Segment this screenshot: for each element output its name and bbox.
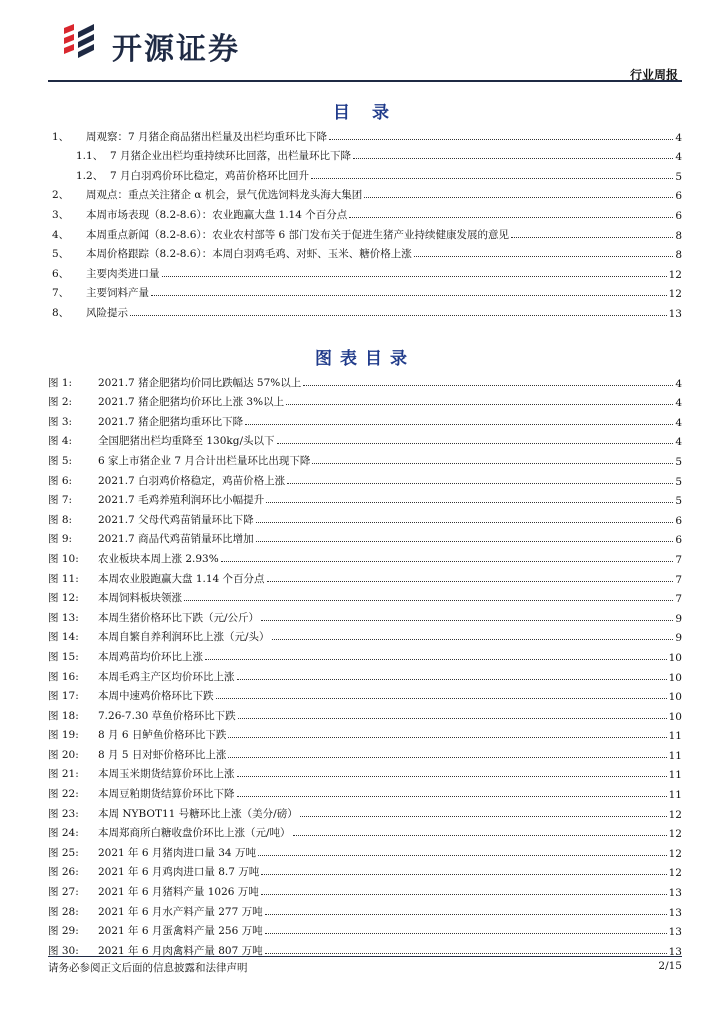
dot-leader [265,933,667,934]
page-header [48,14,682,80]
figure-title: 2021.7 猪企肥猪均价环比上涨 3%以上 [98,396,285,409]
figure-page-number: 11 [668,730,682,743]
figure-number: 图 19: [48,729,79,742]
dot-leader [272,639,674,640]
figure-title: 本周豆粕期货结算价环比下降 [98,788,235,801]
toc-title: 周观点：重点关注猪企 α 机会，景气优选饲料龙头海大集团 [86,189,363,202]
toc-entry[interactable] [48,183,682,203]
footer-divider [48,956,682,957]
figure-page-number: 7 [675,553,682,566]
dot-leader [311,178,673,179]
figure-entry[interactable] [48,723,682,743]
toc-title: 风险提示 [86,306,128,319]
figure-entry[interactable] [48,860,682,880]
dot-leader [265,953,667,954]
toc-number: 1.2、 [76,169,104,182]
dot-leader [261,620,673,621]
figure-title: 本周农业股跑赢大盘 1.14 个百分点 [98,572,265,585]
figure-title: 全国肥猪出栏均重降至 130kg/头以下 [98,435,275,448]
figure-number: 图 22: [48,788,79,801]
toc-entry[interactable] [48,124,682,144]
toc-title: 7 月猪企业出栏均重持续环比回落，出栏量环比下降 [110,150,352,163]
figure-title: 2021.7 父母代鸡苗销量环比下降 [98,513,254,526]
dot-leader [300,816,667,817]
figure-entry[interactable] [48,938,682,958]
toc-entry[interactable] [48,300,682,320]
figure-number: 图 23: [48,807,79,820]
figure-entry[interactable] [48,546,682,566]
dot-leader [349,217,673,218]
report-type-label: 行业周报 [629,68,678,82]
toc-page-number: 12 [668,268,682,281]
dot-leader [228,737,666,738]
toc-number: 6、 [52,267,70,280]
figure-number: 图 13: [48,611,79,624]
figure-entry[interactable] [48,488,682,508]
dot-leader [237,679,667,680]
figure-title: 2021 年 6 月蛋禽料产量 256 万吨 [98,925,263,938]
dot-leader [162,276,667,277]
toc-title: 主要肉类进口量 [86,267,160,280]
dot-leader [258,855,667,856]
figure-title: 2021.7 白羽鸡价格稳定，鸡苗价格上涨 [98,474,286,487]
figures-heading: 图表目录 [315,349,415,369]
figure-number: 图 29: [48,925,79,938]
figure-entry[interactable] [48,703,682,723]
dot-leader [237,796,667,797]
figure-page-number: 10 [668,671,682,684]
dot-leader [256,522,674,523]
figure-page-number: 12 [668,808,682,821]
figure-entry[interactable] [48,742,682,762]
figure-number: 图 5: [48,454,73,467]
toc-title: 本周价格跟踪（8.2-8.6）：本周白羽鸡毛鸡、对虾、玉米、糖价格上涨 [86,248,412,261]
dot-leader [237,776,667,777]
header-divider [48,80,682,82]
dot-leader [245,424,673,425]
dot-leader [151,295,667,296]
figure-title: 2021 年 6 月水产料产量 277 万吨 [98,905,263,918]
figure-page-number: 5 [675,455,682,468]
figure-number: 图 8: [48,513,73,526]
figure-entry[interactable] [48,919,682,939]
figure-number: 图 20: [48,748,79,761]
figure-page-number: 11 [668,789,682,802]
figure-page-number: 4 [675,397,682,410]
figure-entry[interactable] [48,801,682,821]
toc-entry[interactable] [48,242,682,262]
figure-number: 图 12: [48,592,79,605]
figure-title: 本周玉米期货结算价环比上涨 [98,768,235,781]
figure-title: 2021.7 商品代鸡苗销量环比增加 [98,533,254,546]
figure-page-number: 7 [675,593,682,606]
dot-leader [364,197,673,198]
figure-title: 8 月 5 日对虾价格环比上涨 [98,748,227,761]
figure-title: 本周毛鸡主产区均价环比上涨 [98,670,235,683]
figure-page-number: 12 [668,867,682,880]
figure-page-number: 6 [675,534,682,547]
figure-page-number: 10 [668,651,682,664]
figure-title: 7.26-7.30 草鱼价格环比下跌 [98,709,236,722]
toc-page-number: 4 [675,131,682,144]
kaiyuan-logo-icon [60,20,104,60]
figure-page-number: 4 [675,377,682,390]
dot-leader [511,237,673,238]
figure-entry[interactable] [48,507,682,527]
figure-entry[interactable] [48,840,682,860]
toc-title: 主要饲料产量 [86,287,149,300]
figure-number: 图 30: [48,944,79,957]
figure-title: 2021 年 6 月肉禽料产量 807 万吨 [98,944,263,957]
figure-page-number: 10 [668,710,682,723]
figure-number: 图 17: [48,690,79,703]
figure-page-number: 11 [668,769,682,782]
dot-leader [303,385,673,386]
figure-title: 2021 年 6 月猪料产量 1026 万吨 [98,886,259,899]
figure-page-number: 13 [668,926,682,939]
figure-number: 图 27: [48,886,79,899]
figure-title: 2021 年 6 月鸡肉进口量 8.7 万吨 [98,866,260,879]
page-number: 2/15 [658,960,682,972]
figure-title: 本周生猪价格环比下跌（元/公斤） [98,611,260,624]
figure-entry[interactable] [48,664,682,684]
figure-title: 本周鸡苗均价环比上涨 [98,650,203,663]
figure-number: 图 24: [48,827,79,840]
toc-page-number: 4 [675,151,682,164]
brand-name: 开源证券 [112,32,240,67]
table-of-contents [48,124,682,320]
toc-title: 7 月白羽鸡价环比稳定，鸡苗价格环比回升 [110,169,310,182]
dot-leader [414,256,674,257]
figure-number: 图 10: [48,552,79,565]
toc-number: 7、 [52,287,70,300]
toc-entry[interactable] [48,163,682,183]
dot-leader [277,443,674,444]
figure-number: 图 11: [48,572,79,585]
figure-number: 图 18: [48,709,79,722]
toc-page-number: 6 [675,190,682,203]
toc-heading: 目 录 [333,103,397,123]
figure-entry[interactable] [48,625,682,645]
figure-title: 农业板块本周上涨 2.93% [98,552,219,565]
figure-title: 2021.7 毛鸡养殖利润环比小幅提升 [98,494,265,507]
dot-leader [286,404,673,405]
figure-number: 图 4: [48,435,73,448]
footer-disclaimer: 请务必参阅正文后面的信息披露和法律声明 [48,962,248,974]
figure-page-number: 4 [675,416,682,429]
figure-page-number: 4 [675,436,682,449]
toc-entry[interactable] [48,222,682,242]
figure-number: 图 1: [48,376,73,389]
toc-number: 4、 [52,228,70,241]
figure-title: 8 月 6 日鲈鱼价格环比下跌 [98,729,227,742]
figure-page-number: 11 [668,749,682,762]
figure-number: 图 6: [48,474,73,487]
toc-entry[interactable] [48,281,682,301]
figure-page-number: 12 [668,828,682,841]
dot-leader [329,139,673,140]
figure-number: 图 15: [48,650,79,663]
toc-page-number: 12 [668,288,682,301]
figure-title: 2021 年 6 月猪肉进口量 34 万吨 [98,846,256,859]
toc-entry[interactable] [48,261,682,281]
figure-title: 本周饲料板块领涨 [98,592,182,605]
figure-page-number: 9 [675,632,682,645]
dot-leader [266,502,673,503]
figure-entry[interactable] [48,586,682,606]
dot-leader [265,914,667,915]
figure-title: 6 家上市猪企业 7 月合计出栏量环比出现下降 [98,454,311,467]
figure-number: 图 21: [48,768,79,781]
figure-entry[interactable] [48,644,682,664]
figure-entry[interactable] [48,821,682,841]
figure-entry[interactable] [48,684,682,704]
figure-entry[interactable] [48,899,682,919]
dot-leader [267,581,674,582]
figure-entry[interactable] [48,390,682,410]
figure-page-number: 7 [675,573,682,586]
dot-leader [221,561,674,562]
figure-page-number: 13 [668,906,682,919]
figure-page-number: 5 [675,495,682,508]
toc-page-number: 8 [675,229,682,242]
toc-entry[interactable] [48,144,682,164]
figure-page-number: 10 [668,691,682,704]
dot-leader [312,463,673,464]
figure-title: 2021.7 猪企肥猪均重环比下降 [98,415,244,428]
toc-number: 1、 [52,130,70,143]
figure-number: 图 26: [48,866,79,879]
figure-entry[interactable] [48,370,682,390]
toc-number: 8、 [52,306,70,319]
toc-number: 2、 [52,189,70,202]
figure-entry[interactable] [48,468,682,488]
toc-page-number: 5 [675,170,682,183]
dot-leader [216,698,667,699]
figure-number: 图 9: [48,533,73,546]
figure-page-number: 6 [675,514,682,527]
figure-entry[interactable] [48,448,682,468]
figure-page-number: 12 [668,847,682,860]
dot-leader [228,757,666,758]
figure-number: 图 28: [48,905,79,918]
figure-entry[interactable] [48,429,682,449]
figure-title: 本周自繁自养利润环比上涨（元/头） [98,631,270,644]
dot-leader [184,600,673,601]
figure-title: 2021.7 猪企肥猪均价同比跌幅达 57%以上 [98,376,302,389]
figure-number: 图 14: [48,631,79,644]
figure-list [48,370,682,958]
figure-number: 图 16: [48,670,79,683]
figure-number: 图 25: [48,846,79,859]
figure-page-number: 9 [675,612,682,625]
figure-entry[interactable] [48,879,682,899]
toc-number: 1.1、 [76,150,104,163]
toc-number: 3、 [52,208,70,221]
dot-leader [238,718,667,719]
figure-number: 图 2: [48,396,73,409]
figure-page-number: 13 [668,887,682,900]
toc-entry[interactable] [48,202,682,222]
figure-title: 本周 NYBOT11 号糖环比上涨（美分/磅） [98,807,298,820]
dot-leader [205,659,667,660]
dot-leader [130,315,667,316]
figure-number: 图 7: [48,494,73,507]
figure-entry[interactable] [48,527,682,547]
figure-title: 本周郑商所白糖收盘价环比上涨（元/吨） [98,827,291,840]
dot-leader [261,894,667,895]
figure-page-number: 5 [675,475,682,488]
toc-page-number: 6 [675,209,682,222]
dot-leader [287,483,673,484]
figure-entry[interactable] [48,566,682,586]
dot-leader [261,874,666,875]
toc-title: 本周重点新闻（8.2-8.6）：农业农村部等 6 部门发布关于促进生猪产业持续健康发展的意见 [86,228,510,241]
figure-entry[interactable] [48,409,682,429]
toc-title: 本周市场表现（8.2-8.6）：农业跑赢大盘 1.14 个百分点 [86,208,348,221]
figure-entry[interactable] [48,781,682,801]
dot-leader [256,541,674,542]
figure-entry[interactable] [48,762,682,782]
toc-title: 周观察：7 月猪企商品猪出栏量及出栏均重环比下降 [86,130,328,143]
figure-entry[interactable] [48,605,682,625]
toc-page-number: 8 [675,249,682,262]
figure-title: 本周中速鸡价格环比下跌 [98,690,214,703]
figure-number: 图 3: [48,415,73,428]
toc-number: 5、 [52,248,70,261]
dot-leader [293,835,667,836]
dot-leader [353,158,673,159]
toc-page-number: 13 [668,307,682,320]
figure-page-number: 13 [668,945,682,958]
